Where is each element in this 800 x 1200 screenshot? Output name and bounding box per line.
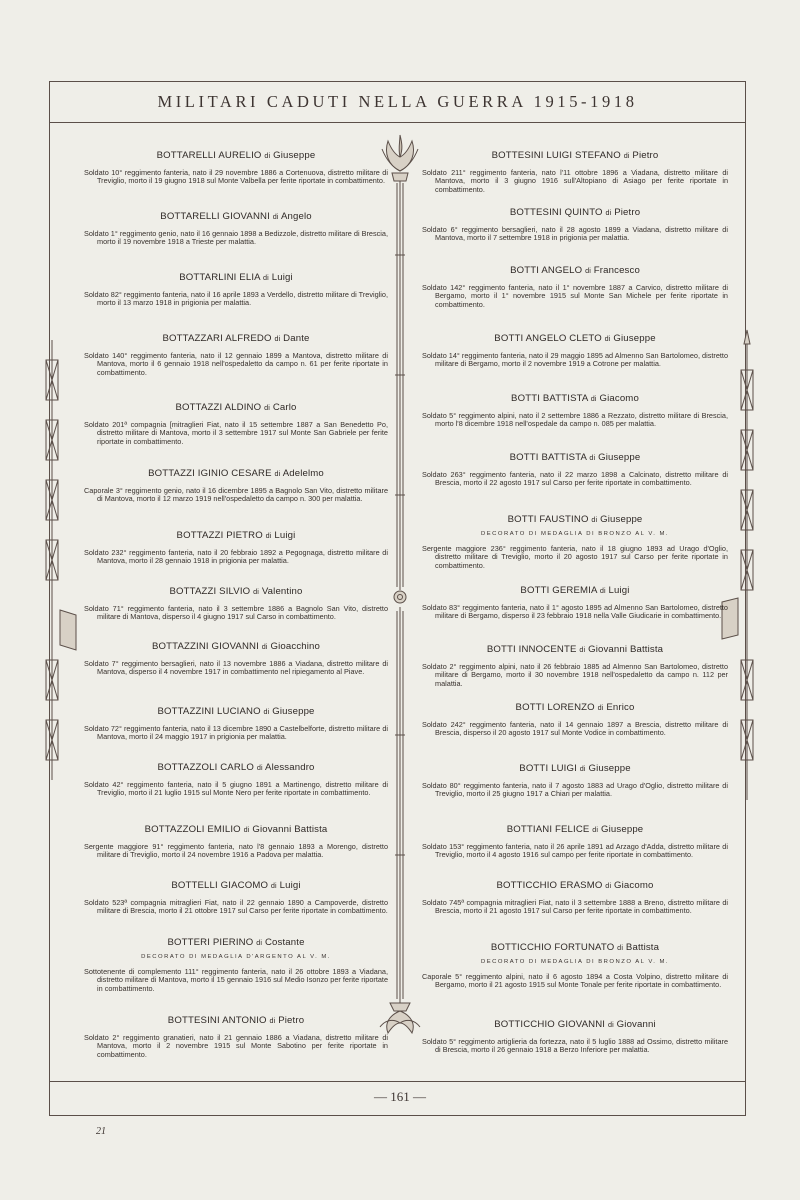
entry-name: BOTTELLI GIACOMO di Luigi (171, 880, 301, 891)
entry-bio: Soldato 72° reggimento fanteria, nato il 13 dicembre 1890 a Castelbelforte, distretto militare di Mantova, morto il 24 maggio 1917 in prigionia per malattia. (84, 724, 388, 742)
left-side-pole-ornament (36, 340, 68, 780)
entry-bio: Soldato 83° reggimento fanteria, nato il 1° agosto 1895 ad Almenno San Bartolomeo, distretto militare di Bergamo, disperso il 23 febbraio 1918 nella Valle Giudicarie in combattimento. (422, 603, 728, 621)
entry (84, 468, 388, 504)
entry-name: BOTTI ANGELO di Francesco (510, 265, 640, 276)
entry-bio: Soldato 232° reggimento fanteria, nato il 20 febbraio 1892 a Pegognaga, distretto militare di Mantova, morto il 28 gennaio 1918 in prigionia per malattia. (84, 548, 388, 566)
entry (84, 762, 388, 798)
entry (422, 333, 728, 369)
entry-bio: Soldato 6° reggimento bersaglieri, nato il 28 agosto 1899 a Viadana, distretto militare di Mantova, morto il 7 settembre 1918 in prigionia per malattia. (422, 225, 728, 243)
entry-bio: Soldato 263° reggimento fanteria, nato il 22 marzo 1898 a Calcinato, distretto militare di Brescia, morto il 22 agosto 1917 sul Carso per ferite riportate in combattimento. (422, 470, 728, 488)
entry-bio: Soldato 10° reggimento fanteria, nato il 29 novembre 1886 a Cortenuova, distretto militare di Treviglio, morto il 19 giugno 1918 sul Monte Valbella per ferite riportate in combattimento. (84, 168, 388, 186)
entry (422, 585, 728, 621)
entry-name: BOTTAZZINI GIOVANNI di Gioacchino (151, 641, 321, 652)
entry (422, 150, 728, 194)
page-number: — 161 — (374, 1089, 426, 1104)
entry (422, 942, 728, 990)
entry (84, 641, 388, 677)
entry-bio: Soldato 745ª compagnia mitraglieri Fiat, nato il 3 settembre 1888 a Breno, distretto militare di Brescia, morto il 21 agosto 1917 sul Carso per ferite riportate in combattimento. (422, 898, 728, 916)
entry-name: BOTTI ANGELO CLETO di Giuseppe (494, 333, 656, 344)
entry-name: BOTTAZZI IGINIO CESARE di Adelelmo (148, 468, 324, 479)
entry-bio: Caporale 3° reggimento genio, nato il 16 dicembre 1895 a Bagnolo San Vito, distretto militare di Mantova, morto il 12 marzo 1919 nell'ospedaletto da campo n. 300 per malattia. (84, 486, 388, 504)
entry (422, 880, 728, 916)
entry-name: BOTTICCHIO ERASMO di Giacomo (496, 880, 654, 891)
entry (84, 880, 388, 916)
entry-bio: Soldato 5° reggimento artiglieria da fortezza, nato il 5 luglio 1888 ad Ossimo, distretto militare di Brescia, morto il 26 gennaio 1918 a Berzo Inferiore per malattia. (422, 1037, 728, 1055)
entry-name: BOTTESINI LUIGI STEFANO di Pietro (491, 150, 659, 161)
entry-bio: Soldato 7° reggimento bersaglieri, nato il 13 novembre 1886 a Viadana, distretto militare di Mantova, disperso il 4 novembre 1917 in combattimento nel ripiegamento al Piave. (84, 659, 388, 677)
entry (422, 1019, 728, 1055)
entry-name: BOTTARELLI GIOVANNI di Angelo (160, 211, 312, 222)
entry-name: BOTTI BATTISTA di Giuseppe (509, 452, 641, 463)
entry (422, 702, 728, 738)
entry-bio: Soldato 2° reggimento granatieri, nato il 21 gennaio 1886 a Viadana, distretto militare di Mantova, morto il 2 novembre 1915 sul Monte Sabotino per ferite riportate in combattimento. (84, 1033, 388, 1059)
entry-name: BOTTIANI FELICE di Giuseppe (506, 824, 644, 835)
entry-bio: Soldato 211° reggimento fanteria, nato l'11 ottobre 1896 a Viadana, distretto militare di Mantova, morto il 3 giugno 1916 sull'Altopiano di Asiago per ferite riportate in combattimento. (422, 168, 728, 194)
entry (422, 207, 728, 243)
entry-bio: Soldato 242° reggimento fanteria, nato il 14 gennaio 1897 a Brescia, distretto militare di Brescia, disperso il 20 agosto 1917 sul Monte Vodice in combattimento. (422, 720, 728, 738)
entry-name: BOTTI LUIGI di Giuseppe (519, 763, 631, 774)
entry-name: BOTTICCHIO FORTUNATO di Battista (490, 942, 660, 953)
entry (84, 150, 388, 186)
entry (84, 824, 388, 860)
entry-bio: Soldato 5° reggimento alpini, nato il 2 settembre 1886 a Rezzato, distretto militare di Brescia, morto l'8 dicembre 1918 nell'ospedale da campo n. 085 per malattia. (422, 411, 728, 429)
decoration-label: DECORATO DI MEDAGLIA D'ARGENTO AL V. M. (141, 954, 331, 960)
entry-bio: Soldato 42° reggimento fanteria, nato il 5 giugno 1891 a Martinengo, distretto militare di Treviglio, morto il 21 luglio 1915 sul Monte Nero per ferite riportate in combattimento. (84, 780, 388, 798)
entry-name: BOTTERI PIERINO di Costante (167, 937, 305, 948)
entry-bio: Sergente maggiore 236° reggimento fanteria, nato il 18 giugno 1893 ad Urago d'Oglio, distretto militare di Treviglio, morto il 20 agosto 1917 sul Carso per ferite riportate in combattimento. (422, 544, 728, 570)
entry-name: BOTTAZZOLI CARLO di Alessandro (157, 762, 315, 773)
entry-name: BOTTAZZI PIETRO di Luigi (176, 530, 296, 541)
entry-name: BOTTAZZARI ALFREDO di Dante (162, 333, 310, 344)
entry (84, 402, 388, 446)
entry-name: BOTTAZZINI LUCIANO di Giuseppe (157, 706, 315, 717)
entry (84, 211, 388, 247)
signature-mark: 21 (96, 1126, 106, 1137)
page-title: MILITARI CADUTI NELLA GUERRA 1915-1918 (157, 91, 638, 111)
entry-name: BOTTESINI QUINTO di Pietro (509, 207, 641, 218)
entry-bio: Sottotenente di complemento 111° reggimento fanteria, nato il 26 ottobre 1893 a Viadana, distretto militare di Mantova, morto il 15 gennaio 1916 sul Medio Isonzo per ferite riportate in combattimento. (84, 967, 388, 993)
entry-name: BOTTI FAUSTINO di Giuseppe (507, 514, 643, 525)
entry (422, 824, 728, 860)
entry-bio: Soldato 2° reggimento alpini, nato il 26 febbraio 1885 ad Almenno San Bartolomeo, distretto militare di Bergamo, morto il 30 novembre 1918 nell'ospedaletto da campo n. 112 per malattia. (422, 662, 728, 688)
entry-bio: Soldato 523ª compagnia mitraglieri Fiat, nato il 22 gennaio 1890 a Campoverde, distretto militare di Brescia, morto il 21 ottobre 1917 sul Carso per ferite riportate in combattimento. (84, 898, 388, 916)
entry-bio: Soldato 153° reggimento fanteria, nato il 26 aprile 1891 ad Arzago d'Adda, distretto militare di Treviglio, morto il 4 agosto 1916 sul campo per ferite riportate in combattimento. (422, 842, 728, 860)
entry-bio: Caporale 5° reggimento alpini, nato il 6 agosto 1894 a Costa Volpino, distretto militare di Bergamo, morto il 21 agosto 1915 sul Monte Tonale per ferite riportate in combattimento. (422, 972, 728, 990)
entry-bio: Soldato 80° reggimento fanteria, nato il 7 agosto 1883 ad Urago d'Oglio, distretto militare di Treviglio, morto il 25 giugno 1917 a Chiari per malattia. (422, 781, 728, 799)
entry-name: BOTTICCHIO GIOVANNI di Giovanni (494, 1019, 656, 1030)
entry (84, 272, 388, 308)
page-header (49, 81, 746, 123)
entry-name: BOTTI BATTISTA di Giacomo (511, 393, 639, 404)
entry-bio: Soldato 142° reggimento fanteria, nato il 1° novembre 1887 a Carvico, distretto militare di Bergamo, morto il 1° novembre 1915 sul Monte San Michele per ferite riportate in combattimento. (422, 283, 728, 309)
entry-bio: Soldato 71° reggimento fanteria, nato il 3 settembre 1886 a Bagnolo San Vito, distretto militare di Mantova, disperso il 4 giugno 1917 sul Carso in combattimento. (84, 604, 388, 622)
entry-name: BOTTESINI ANTONIO di Pietro (167, 1015, 305, 1026)
right-side-pole-ornament (730, 330, 764, 800)
entry-name: BOTTI GEREMIA di Luigi (520, 585, 630, 596)
entry-name: BOTTAZZI SILVIO di Valentino (169, 586, 303, 597)
decoration-label: DECORATO DI MEDAGLIA DI BRONZO AL V. M. (480, 959, 670, 965)
entry-name: BOTTAZZI ALDINO di Carlo (175, 402, 297, 413)
entry-bio: Soldato 201ª compagnia [mitraglieri Fiat, nato il 15 settembre 1887 a San Benedetto Po, distretto militare di Mantova, morto il 3 settembre 1917 sul Monte San Gabriele per ferite riportate in combattimento. (84, 420, 388, 446)
entry (84, 1015, 388, 1059)
entry (422, 644, 728, 688)
entry-name: BOTTARELLI AURELIO di Giuseppe (156, 150, 316, 161)
decoration-label: DECORATO DI MEDAGLIA DI BRONZO AL V. M. (480, 531, 670, 537)
entry (84, 586, 388, 622)
entry-bio: Sergente maggiore 91° reggimento fanteria, nato l'8 gennaio 1893 a Morengo, distretto militare di Treviglio, morto il 24 novembre 1916 a Padova per malattia. (84, 842, 388, 860)
entry (422, 452, 728, 488)
entry (84, 333, 388, 377)
entry (422, 514, 728, 570)
entry (422, 265, 728, 309)
entry-name: BOTTI INNOCENTE di Giovanni Battista (486, 644, 664, 655)
entry (422, 393, 728, 429)
entry-bio: Soldato 140° reggimento fanteria, nato il 12 gennaio 1899 a Mantova, distretto militare di Mantova, morto il 6 gennaio 1918 nell'ospedaletto da campo n. 61 per ferite riportate in combattimento. (84, 351, 388, 377)
entry-name: BOTTI LORENZO di Enrico (515, 702, 635, 713)
entry-name: BOTTARLINI ELIA di Luigi (179, 272, 293, 283)
entry-bio: Soldato 1° reggimento genio, nato il 16 gennaio 1898 a Bedizzole, distretto militare di Brescia, morto il 19 novembre 1918 a Trieste per malattia. (84, 229, 388, 247)
footer-rule (49, 1081, 746, 1082)
entry (84, 530, 388, 566)
entry (422, 763, 728, 799)
entry-name: BOTTAZZOLI EMILIO di Giovanni Battista (144, 824, 328, 835)
entry (84, 706, 388, 742)
entry-bio: Soldato 14° reggimento fanteria, nato il 29 maggio 1895 ad Almenno San Bartolomeo, distretto militare di Bergamo, morto il 2 novembre 1919 a Cotrone per malattia. (422, 351, 728, 369)
entry (84, 937, 388, 993)
entry-bio: Soldato 82° reggimento fanteria, nato il 16 aprile 1893 a Verdello, distretto militare di Treviglio, morto il 13 marzo 1918 in prigionia per malattia. (84, 290, 388, 308)
